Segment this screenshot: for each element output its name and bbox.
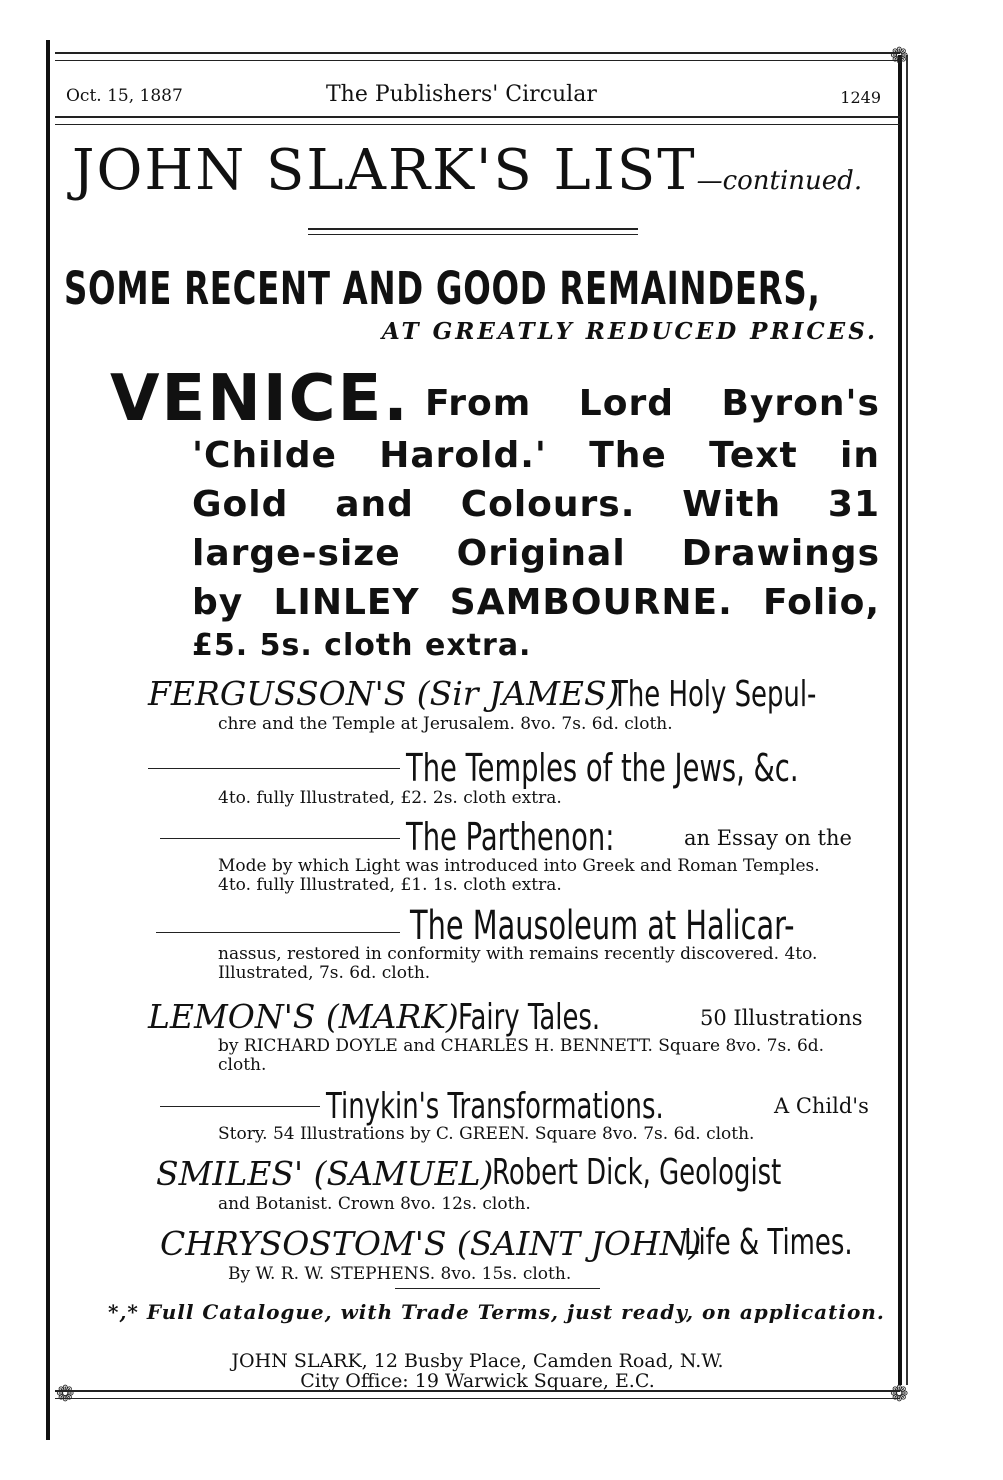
footer-rule [395,1288,600,1289]
entry-title: The Parthenon: [406,815,615,859]
entry-title-wrap [684,1222,918,1263]
entry-tail: an Essay on the [684,826,852,850]
ornament-icon: ❁ [56,1382,75,1407]
entry-author: CHRYSOSTOM'S (SAINT JOHN) [160,1224,702,1263]
venice-line-2: 'Childe Harold.' The Text in [192,435,880,476]
entry-detail: by RICHARD DOYLE and CHARLES H. BENNETT. Square 8vo. 7s. 6d. [218,1036,825,1056]
entry-title: Fairy Tales. [458,997,601,1038]
entry-detail: By W. R. W. STEPHENS. 8vo. 15s. cloth. [228,1264,572,1284]
remainders-heading: SOME RECENT AND GOOD REMAINDERS, [64,262,821,315]
entry-title-wrap [612,674,896,715]
ornament-icon: ❁ [890,1382,909,1407]
entry-title: Life & Times. [684,1222,853,1263]
ditto-dash [156,932,400,933]
venice-line-3: Gold and Colours. With 31 [192,484,880,525]
venice-line-4: large-size Original Drawings [192,533,880,574]
catalogue-notice: *,* Full Catalogue, with Trade Terms, just ready, on application. [108,1300,885,1324]
venice-line-1: From Lord Byron's [425,383,880,424]
entry-author: FERGUSSON'S (Sir JAMES) [148,674,620,713]
entry-chrysostom [160,1224,701,1263]
entry-detail: Story. 54 Illustrations by C. GREEN. Square 8vo. 7s. 6d. cloth. [218,1124,755,1144]
entry-tail: 50 Illustrations [700,1006,863,1030]
entry-detail-2: cloth. [218,1055,267,1075]
city-office-address: City Office: 19 Warwick Square, E.C. [300,1370,655,1392]
right-border-inner [906,55,908,1385]
venice-line-5: by LINLEY SAMBOURNE. Folio, [192,582,880,623]
entry-detail-2: 4to. fully Illustrated, £1. 1s. cloth extra. [218,875,562,895]
venice-line-6: £5. 5s. cloth extra. [192,628,532,663]
title-main: JOHN SLARK'S LIST [72,138,697,203]
entry-smiles [156,1154,493,1193]
entry-title: Robert Dick, Geologist [492,1152,782,1193]
entry-tinykin [326,1086,795,1127]
page-number: 1249 [840,88,881,107]
entry-title-wrap [492,1152,894,1193]
entry-lemon-fairy-tales [148,997,459,1036]
left-border [46,40,50,1440]
entry-detail: 4to. fully Illustrated, £2. 2s. cloth extra. [218,788,562,808]
entry-title-wrap [458,997,655,1038]
venice-heading: VENICE. [110,362,410,436]
title-rule [308,228,638,235]
entry-title: The Holy Sepul- [612,674,817,715]
bottom-double-rule [55,1390,900,1399]
ditto-dash [160,838,400,839]
entry-title: The Mausoleum at Halicar- [410,903,795,949]
ditto-dash [148,768,400,769]
prices-subheading: AT GREATLY REDUCED PRICES. [381,318,878,345]
title-continued: —continued. [696,166,863,196]
entry-fergusson-sepulchre [148,674,619,713]
entry-parthenon [406,815,695,859]
entry-detail: Mode by which Light was introduced into Greek and Roman Temples. [218,856,820,876]
entry-detail: chre and the Temple at Jerusalem. 8vo. 7s. 6d. cloth. [218,714,673,734]
journal-title: The Publishers' Circular [326,82,597,107]
entry-author: SMILES' (SAMUEL) [156,1154,494,1193]
entry-detail: and Botanist. Crown 8vo. 12s. cloth. [218,1194,531,1214]
list-title [72,138,862,203]
entry-temples-jews [406,746,951,790]
entry-detail-2: Illustrated, 7s. 6d. cloth. [218,963,431,983]
page-header [66,82,881,112]
right-border [898,55,902,1385]
issue-date: Oct. 15, 1887 [66,86,183,106]
publisher-address: JOHN SLARK, 12 Busby Place, Camden Road, N.W. [231,1350,724,1372]
entry-detail: nassus, restored in conformity with remains recently discovered. 4to. [218,944,818,964]
entry-mausoleum [410,903,944,949]
header-rule [55,116,900,125]
entry-title: Tinykin's Transformations. [326,1086,664,1127]
ornament-icon: ❁ [890,44,909,69]
entry-tail: A Child's [774,1094,869,1118]
top-double-rule [55,52,900,61]
entry-title: The Temples of the Jews, &c. [406,746,799,790]
entry-author: LEMON'S (MARK) [148,997,459,1036]
ditto-dash [160,1106,320,1107]
